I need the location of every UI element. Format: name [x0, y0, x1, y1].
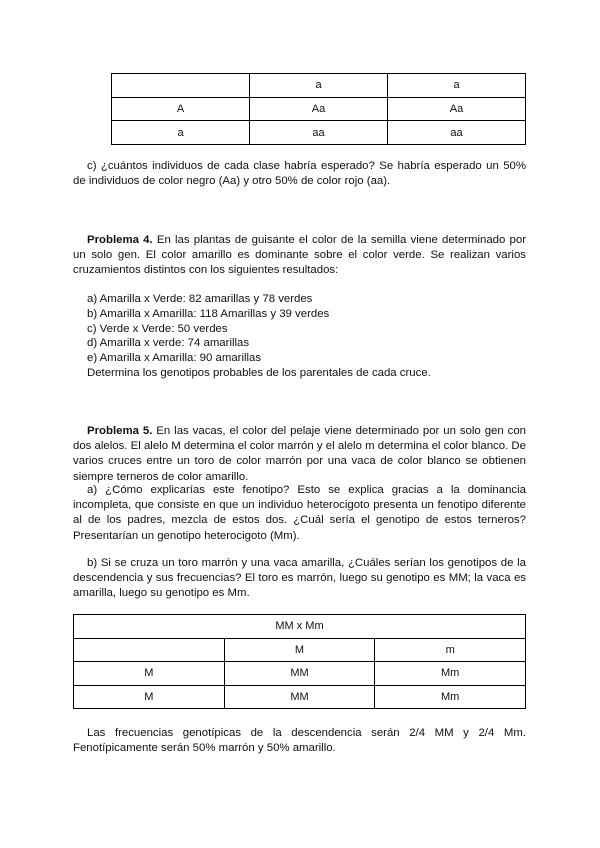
table-cell: M	[224, 638, 375, 662]
table-row	[74, 662, 526, 686]
table-cell: a	[250, 74, 388, 98]
conclusion-paragraph: Las frecuencias genotípicas de la descendencia serán 2/4 MM y 2/4 Mm. Fenotípicamente serán 50% marrón y 50% amarillo.	[73, 727, 526, 755]
table-title-cell: MM x Mm	[74, 615, 526, 639]
table-cell: MM	[224, 662, 375, 686]
table-row	[112, 97, 526, 121]
table-cell: M	[74, 662, 225, 686]
table-row	[74, 685, 526, 709]
problem-5-answer-b: b) Si se cruza un toro marrón y una vaca amarilla, ¿Cuáles serían los genotipos de la descendencia y sus frecuencias? El toro es marrón, luego su genotipo es MM; la vaca es amarilla, luego su genotipo es Mm.	[73, 557, 526, 600]
table-cell: Mm	[375, 662, 526, 686]
problem-5-answer-a: a) ¿Cómo explicarías este fenotipo? Esto se explica gracias a la dominancia incompleta, que consiste en que un individuo heterocigoto presenta un fenotipo diferente al de los padres, mezcla de estos dos. ¿Cuál sería el genotipo de estos terneros? Presentarían un genotipo heterocigoto (Mm).	[73, 484, 526, 542]
problem-4-list	[87, 292, 527, 381]
table-cell: A	[112, 97, 250, 121]
table-row	[112, 121, 526, 145]
table-cell: Aa	[388, 97, 526, 121]
table-cell: aa	[250, 121, 388, 145]
answer-c-paragraph: c) ¿cuántos individuos de cada clase habría esperado? Se habría esperado un 50% de individuos de color negro (Aa) y otro 50% de color rojo (aa).	[73, 160, 526, 188]
problem-4-statement: En las plantas de guisante el color de la semilla viene determinado por un solo gen. El color amarillo es dominante sobre el color verde. Se realizan varios cruzamientos distintos con los siguientes resultados:	[73, 234, 527, 277]
punnett-table-aa	[111, 73, 526, 145]
table-cell: m	[375, 638, 526, 662]
problem-4-paragraph	[73, 233, 526, 279]
table-cell	[74, 638, 225, 662]
table-cell: MM	[224, 685, 375, 709]
problem-5-paragraph	[73, 424, 526, 485]
table-cell: a	[112, 121, 250, 145]
problem-5-statement: En las vacas, el color del pelaje viene determinado por un solo gen con dos alelos. El alelo M determina el color marrón y el alelo m determina el color blanco. De varios cruces entre un toro de color marrón por una vaca de color blanco se obtienen siempre terneros de color amarillo.	[73, 425, 527, 483]
table-cell: M	[74, 685, 225, 709]
table-cell	[112, 74, 250, 98]
table-cell: Aa	[250, 97, 388, 121]
list-item: b) Amarilla x Amarilla: 118 Amarillas y 39 verdes	[87, 307, 330, 320]
list-item: Determina los genotipos probables de los parentales de cada cruce.	[87, 366, 431, 379]
table-row	[74, 638, 526, 662]
problem-4-heading: Problema 4.	[87, 234, 153, 246]
table-row	[112, 74, 526, 98]
problem-5-heading: Problema 5.	[87, 425, 153, 437]
list-item: d) Amarilla x verde: 74 amarillas	[87, 337, 250, 350]
list-item: e) Amarilla x Amarilla: 90 amarillas	[87, 352, 262, 365]
list-item: a) Amarilla x Verde: 82 amarillas y 78 verdes	[87, 293, 313, 305]
list-item: c) Verde x Verde: 50 verdes	[87, 322, 228, 335]
table-cell: a	[388, 74, 526, 98]
table-cell: aa	[388, 121, 526, 145]
table-row	[74, 615, 526, 639]
punnett-table-mm	[73, 614, 526, 709]
table-cell: Mm	[375, 685, 526, 709]
